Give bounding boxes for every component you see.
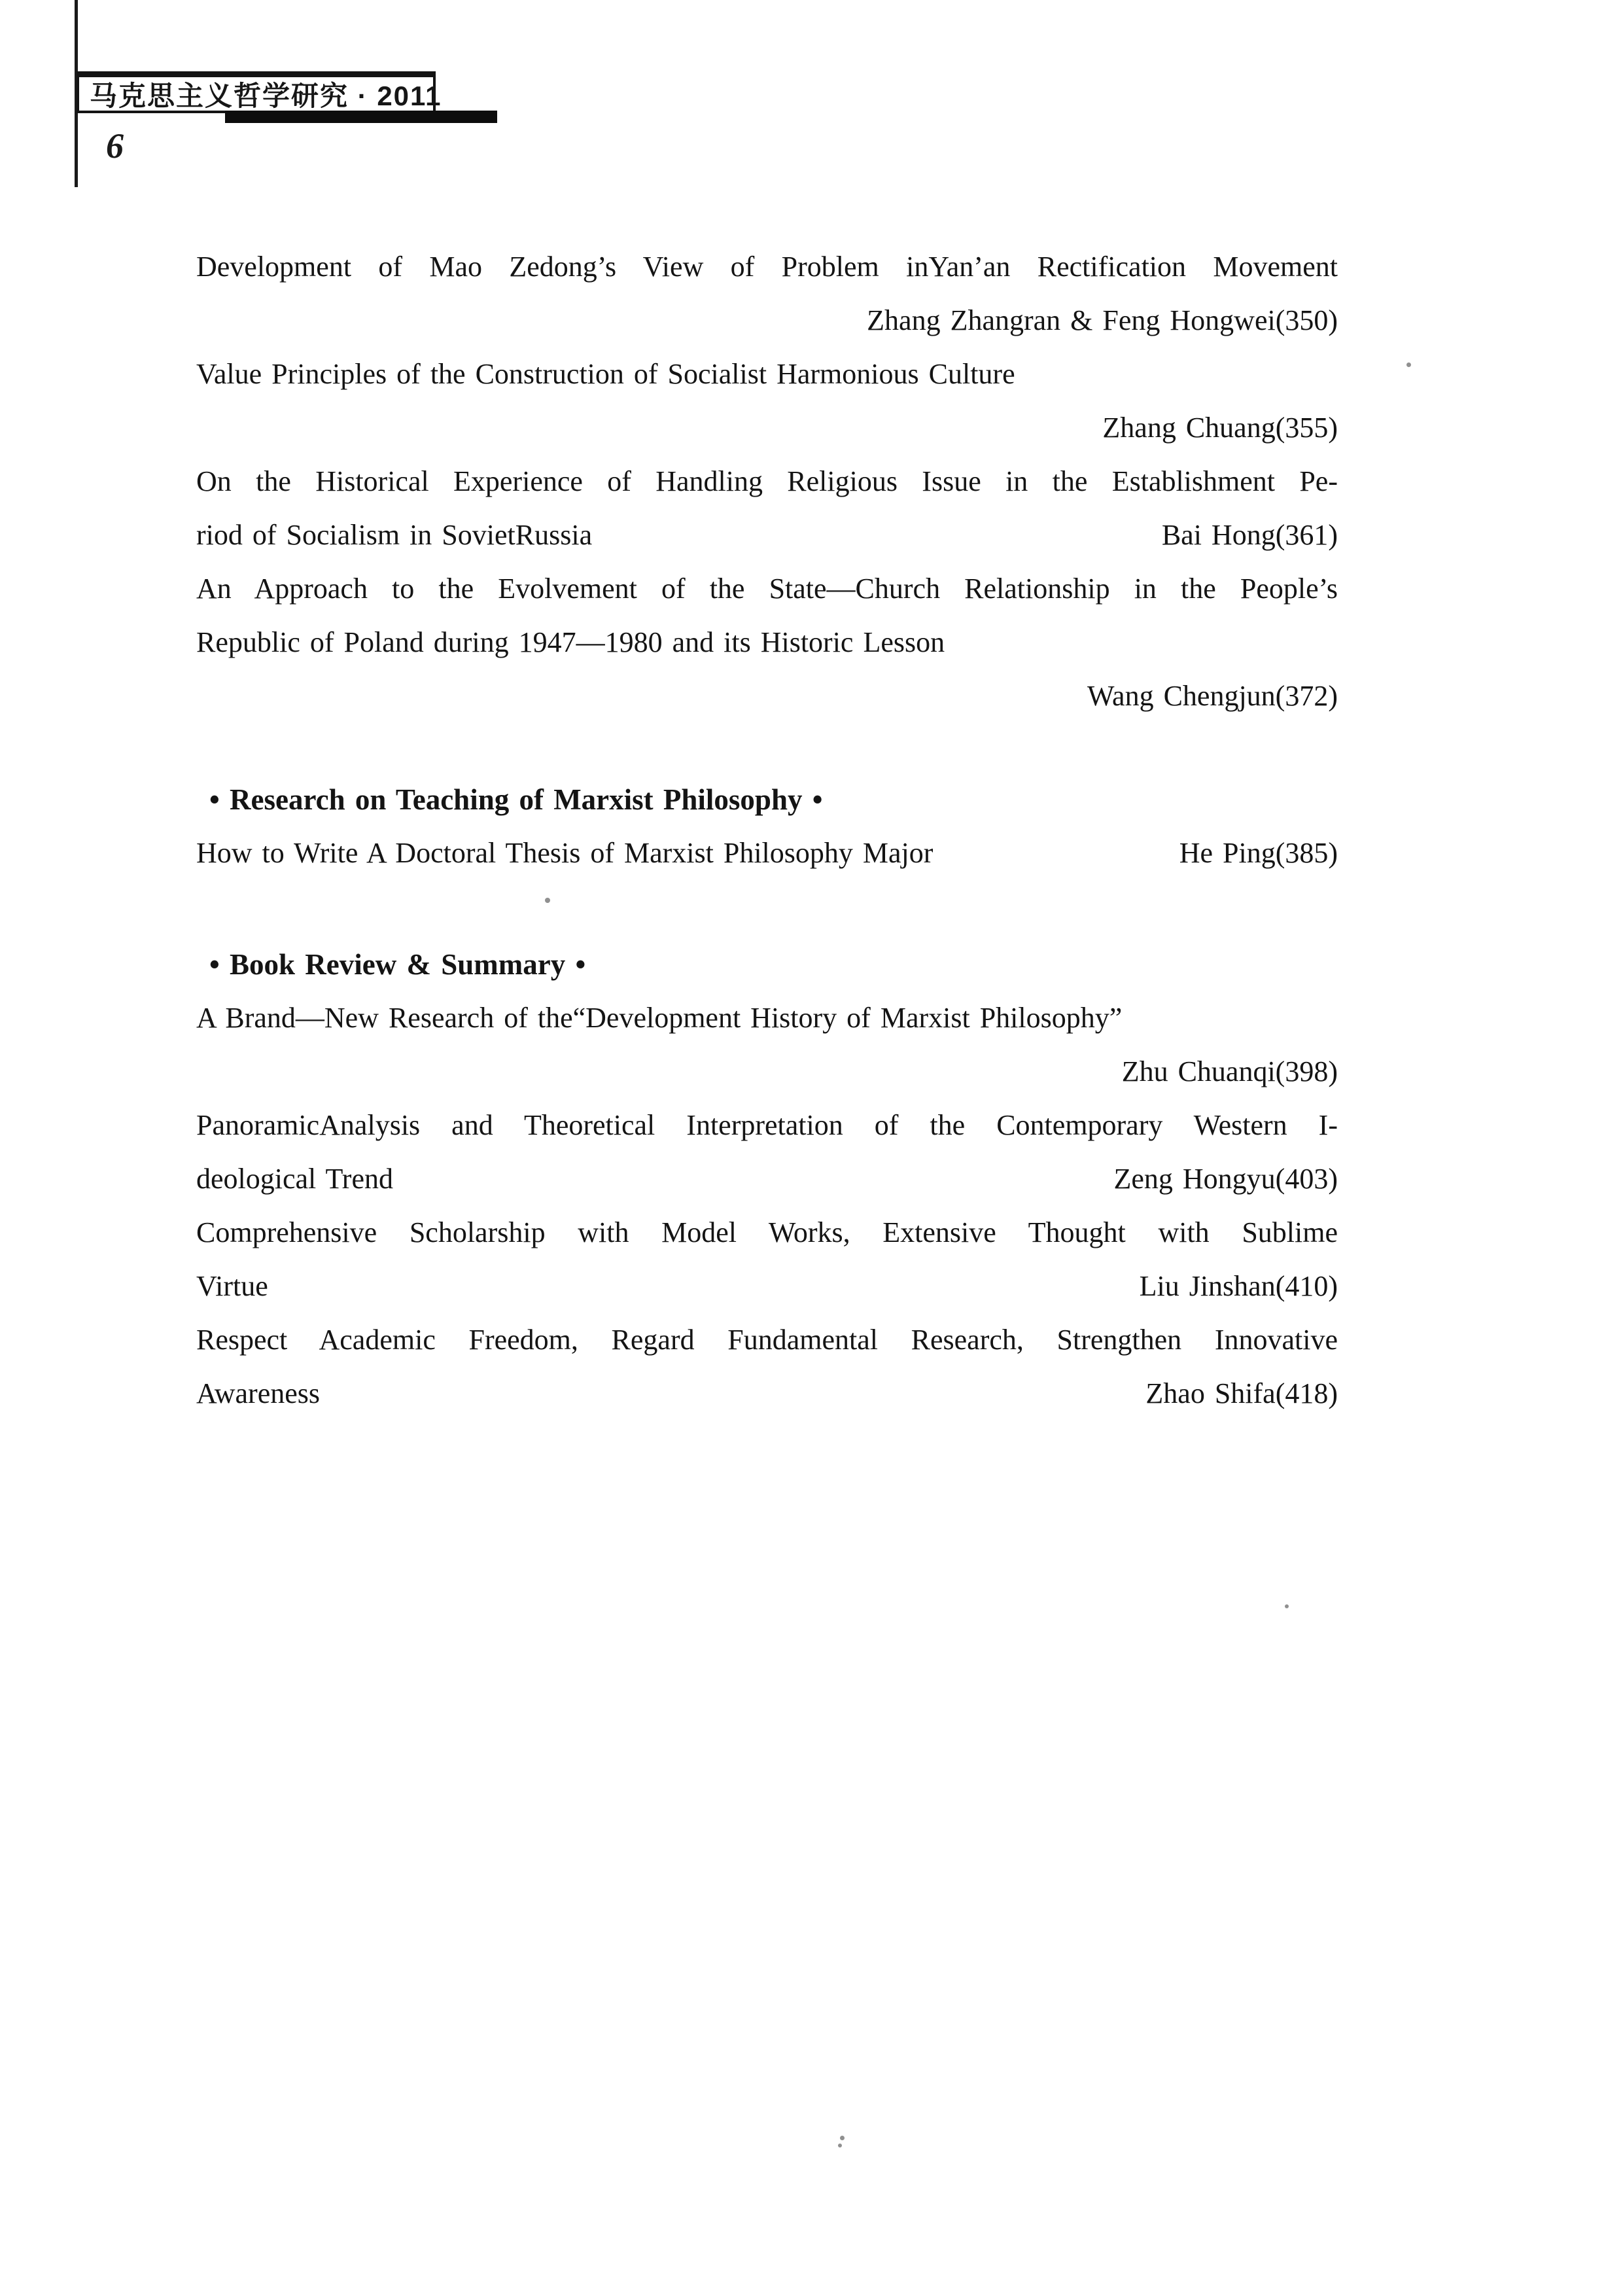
- toc-entry-author-page: Zeng Hongyu(403): [1113, 1163, 1338, 1195]
- toc-entry-line: Value Principles of the Construction of Socialist Harmonious Culture: [196, 358, 1015, 390]
- toc-entry-line: [196, 826, 1338, 880]
- toc-entry-line: [196, 1260, 1338, 1313]
- toc-entry-author-page: Liu Jinshan(410): [1139, 1270, 1338, 1302]
- toc-entry-line: A Brand—New Research of the“Development History of Marxist Philosophy”: [196, 1002, 1123, 1034]
- table-of-contents: [196, 240, 1338, 1421]
- scan-speck: [838, 2144, 842, 2147]
- toc-entry-title: deological Trend: [196, 1163, 393, 1195]
- toc-entry-line: [196, 1152, 1338, 1206]
- toc-entry-author-page: Zhang Chuang(355): [1102, 412, 1338, 444]
- toc-entry-title: How to Write A Doctoral Thesis of Marxist Philosophy Major: [196, 837, 934, 869]
- scan-speck: [1406, 362, 1411, 367]
- header-underline-bar: [225, 111, 497, 123]
- toc-section-heading: • Research on Teaching of Marxist Philosophy •: [209, 783, 823, 816]
- journal-title: 马克思主义哲学研究 · 2011: [90, 80, 442, 111]
- toc-entry-author-page: Zhu Chuanqi(398): [1121, 1055, 1338, 1087]
- toc-entry-line: Comprehensive Scholarship with Model Works, Extensive Thought with Sublime: [196, 1216, 1338, 1248]
- toc-entry-line: [196, 1367, 1338, 1421]
- toc-section-heading: • Book Review & Summary •: [209, 948, 586, 981]
- section-gap: [196, 880, 1338, 938]
- toc-entry-line: An Approach to the Evolvement of the State—Church Relationship in the People’s: [196, 573, 1338, 605]
- toc-entry-line: Development of Mao Zedong’s View of Problem inYan’an Rectification Movement: [196, 251, 1338, 283]
- scan-speck: [1285, 1604, 1289, 1608]
- toc-entry-line: On the Historical Experience of Handling Religious Issue in the Establishment Pe-: [196, 465, 1338, 497]
- toc-entry-line: PanoramicAnalysis and Theoretical Interpretation of the Contemporary Western I-: [196, 1109, 1338, 1141]
- toc-entry-author-page: Zhang Zhangran & Feng Hongwei(350): [867, 304, 1338, 336]
- toc-entry-line: Republic of Poland during 1947—1980 and its Historic Lesson: [196, 626, 945, 658]
- scan-speck: [840, 2136, 845, 2140]
- toc-entry-title: Awareness: [196, 1377, 320, 1409]
- toc-entry-title: riod of Socialism in SovietRussia: [196, 519, 593, 551]
- page-number: 6: [106, 126, 124, 166]
- toc-entry-author-page: He Ping(385): [1179, 837, 1338, 869]
- toc-entry-author-page: Bai Hong(361): [1161, 519, 1338, 551]
- toc-entry-line: Respect Academic Freedom, Regard Fundamental Research, Strengthen Innovative: [196, 1324, 1338, 1356]
- toc-entry-line: [196, 508, 1338, 562]
- journal-header-box: [77, 71, 442, 113]
- toc-entry-author-page: Wang Chengjun(372): [1087, 680, 1338, 712]
- toc-entry-author-page: Zhao Shifa(418): [1145, 1377, 1338, 1409]
- scan-speck: [545, 898, 550, 903]
- toc-entry-title: Virtue: [196, 1270, 268, 1302]
- section-gap: [196, 723, 1338, 773]
